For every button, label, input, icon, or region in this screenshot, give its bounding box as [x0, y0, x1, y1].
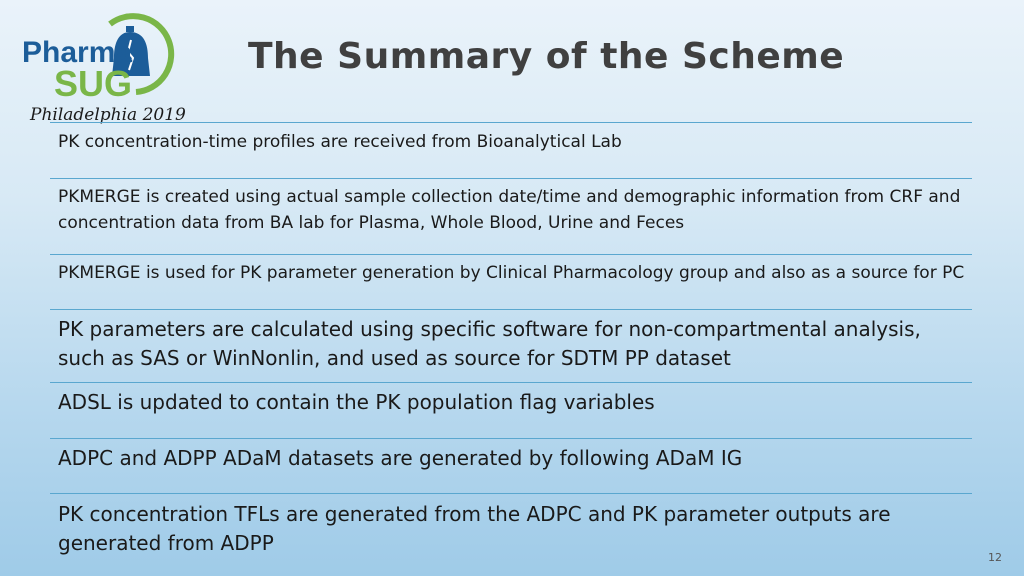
step-item — [50, 309, 972, 382]
page-number: 12 — [988, 551, 1002, 564]
step-item — [50, 178, 972, 254]
step-text: PK concentration-time profiles are received from Bioanalytical Lab — [58, 132, 622, 152]
slide-title: The Summary of the Scheme — [248, 36, 845, 77]
logo-text-philadelphia: Philadelphia 2019 — [30, 105, 186, 125]
bell-top-icon — [126, 26, 134, 32]
step-text: PKMERGE is used for PK parameter generation by Clinical Pharmacology group and also as a source for PC — [58, 263, 965, 283]
step-item — [50, 493, 972, 567]
pharmasug-logo-graphic — [18, 10, 188, 125]
step-text: ADSL is updated to contain the PK population flag variables — [58, 390, 655, 414]
step-item — [50, 122, 972, 178]
step-text: PKMERGE is created using actual sample collection date/time and demographic information from CRF and concentration data from BA lab for Plasma, Whole Blood, Urine and Feces — [58, 187, 961, 233]
step-text: PK parameters are calculated using specific software for non-compartmental analysis, such as SAS or WinNonlin, and used as source for SDTM PP dataset — [58, 317, 921, 370]
step-text: ADPC and ADPP ADaM datasets are generated by following ADaM IG — [58, 446, 743, 470]
step-item — [50, 254, 972, 309]
step-item — [50, 438, 972, 493]
logo-text-pharma: Pharma — [22, 36, 133, 69]
scheme-steps-list — [50, 122, 972, 567]
pharmasug-logo — [18, 10, 188, 125]
step-item — [50, 382, 972, 438]
step-text: PK concentration TFLs are generated from the ADPC and PK parameter outputs are generated from ADPP — [58, 502, 891, 555]
logo-text-sug: SUG — [54, 63, 133, 104]
